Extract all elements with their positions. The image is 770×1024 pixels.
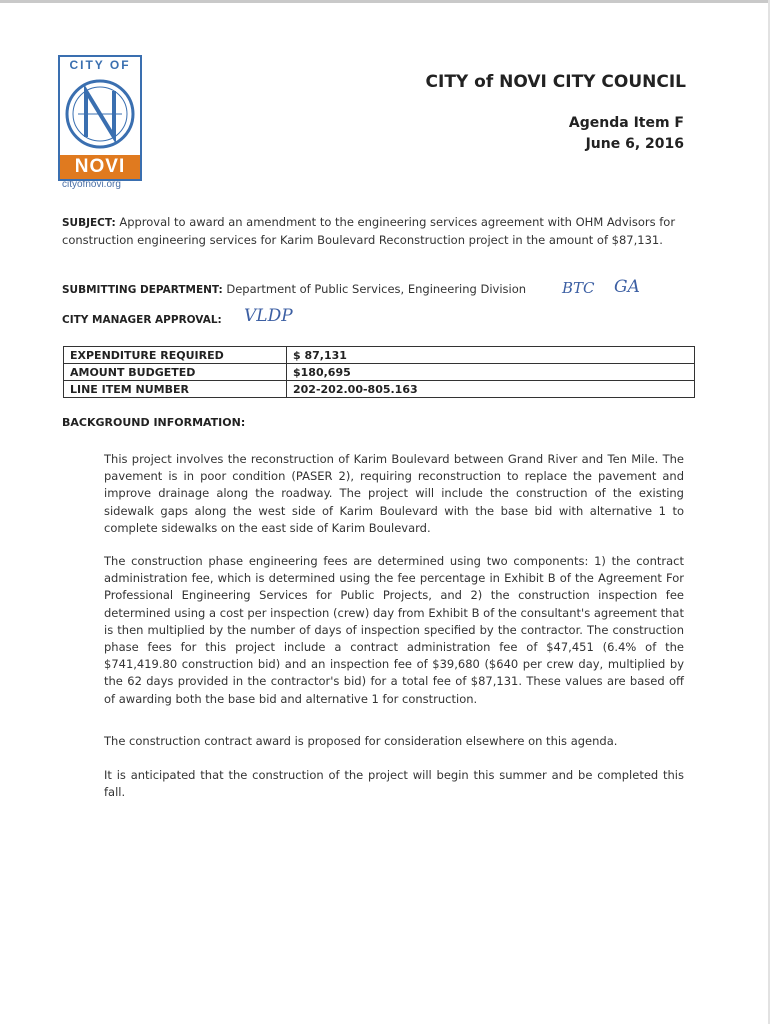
department-line [62, 282, 526, 296]
table-value: $180,695 [287, 364, 695, 381]
logo-emblem-icon [62, 75, 138, 153]
meeting-date: June 6, 2016 [585, 136, 684, 152]
table-key: EXPENDITURE REQUIRED [64, 347, 287, 364]
logo-emblem [58, 73, 142, 155]
logo-url: cityofnovi.org [62, 179, 121, 190]
manager-approval-label: CITY MANAGER APPROVAL: [62, 314, 222, 326]
table-value: 202-202.00-805.163 [287, 381, 695, 398]
council-title: CITY of NOVI CITY COUNCIL [425, 72, 686, 92]
background-paragraph: It is anticipated that the construction of the project will begin this summer and be completed this fall. [104, 768, 684, 800]
table-key: AMOUNT BUDGETED [64, 364, 287, 381]
table-key: LINE ITEM NUMBER [64, 381, 287, 398]
department-label: SUBMITTING DEPARTMENT: [62, 284, 223, 296]
logo-top-text: CITY OF [58, 55, 142, 73]
background-paragraph: This project involves the reconstruction of Karim Boulevard between Grand River and Ten Mile. The pavement is in poor condition (PASER 2), requiring reconstruction to replace the pavement and improve drainage along the roadway. The project will include the construction of the existing sidewalk gaps along the west side of Karim Boulevard with the base bid with alternative 1 to complete sidewalks on the east side of Karim Boulevard. [104, 452, 684, 535]
manager-initials: VLDP [244, 306, 293, 326]
subject-text: Approval to award an amendment to the engineering services agreement with OHM Advisors for construction engineering services for Karim Boulevard Reconstruction project in the amount of $87,131. [62, 215, 676, 247]
subject-label: SUBJECT: [62, 217, 116, 229]
table-value: $ 87,131 [287, 347, 695, 364]
background-paragraph: The construction contract award is proposed for consideration elsewhere on this agenda. [104, 734, 618, 748]
department-text: Department of Public Services, Engineering Division [226, 282, 527, 296]
agenda-item: Agenda Item F [568, 115, 684, 131]
city-logo [58, 55, 142, 181]
subject-block [62, 214, 682, 249]
background-paragraph: The construction phase engineering fees are determined using two components: 1) the contract administration fee, which is determined using the fee percentage in Exhibit B of the Agreement For Professional Engineering Services for Public Projects, and 2) the construction inspection fee determined using a cost per inspection (crew) day from Exhibit B of the consultant's agreement that is then multiplied by the number of days of inspection specified by the contractor. The construction phase fees for this project include a contract administration fee of $47,451 (6.4% of the $741,419.80 construction bid) and an inspection fee of $39,680 ($640 per crew day, multiplied by the 62 days provided in the contractor's bid) for a total fee of $87,131. These values are based off of awarding both the base bid and alternative 1 for construction. [104, 554, 684, 706]
logo-bottom-text: NOVI [58, 155, 142, 181]
background-heading: BACKGROUND INFORMATION: [62, 416, 246, 429]
department-initials-1: BTC [562, 279, 595, 297]
table-row [64, 364, 695, 381]
scan-edge [0, 0, 770, 3]
department-initials-2: GA [614, 277, 640, 297]
table-row [64, 381, 695, 398]
table-row [64, 347, 695, 364]
finance-table [63, 346, 695, 398]
